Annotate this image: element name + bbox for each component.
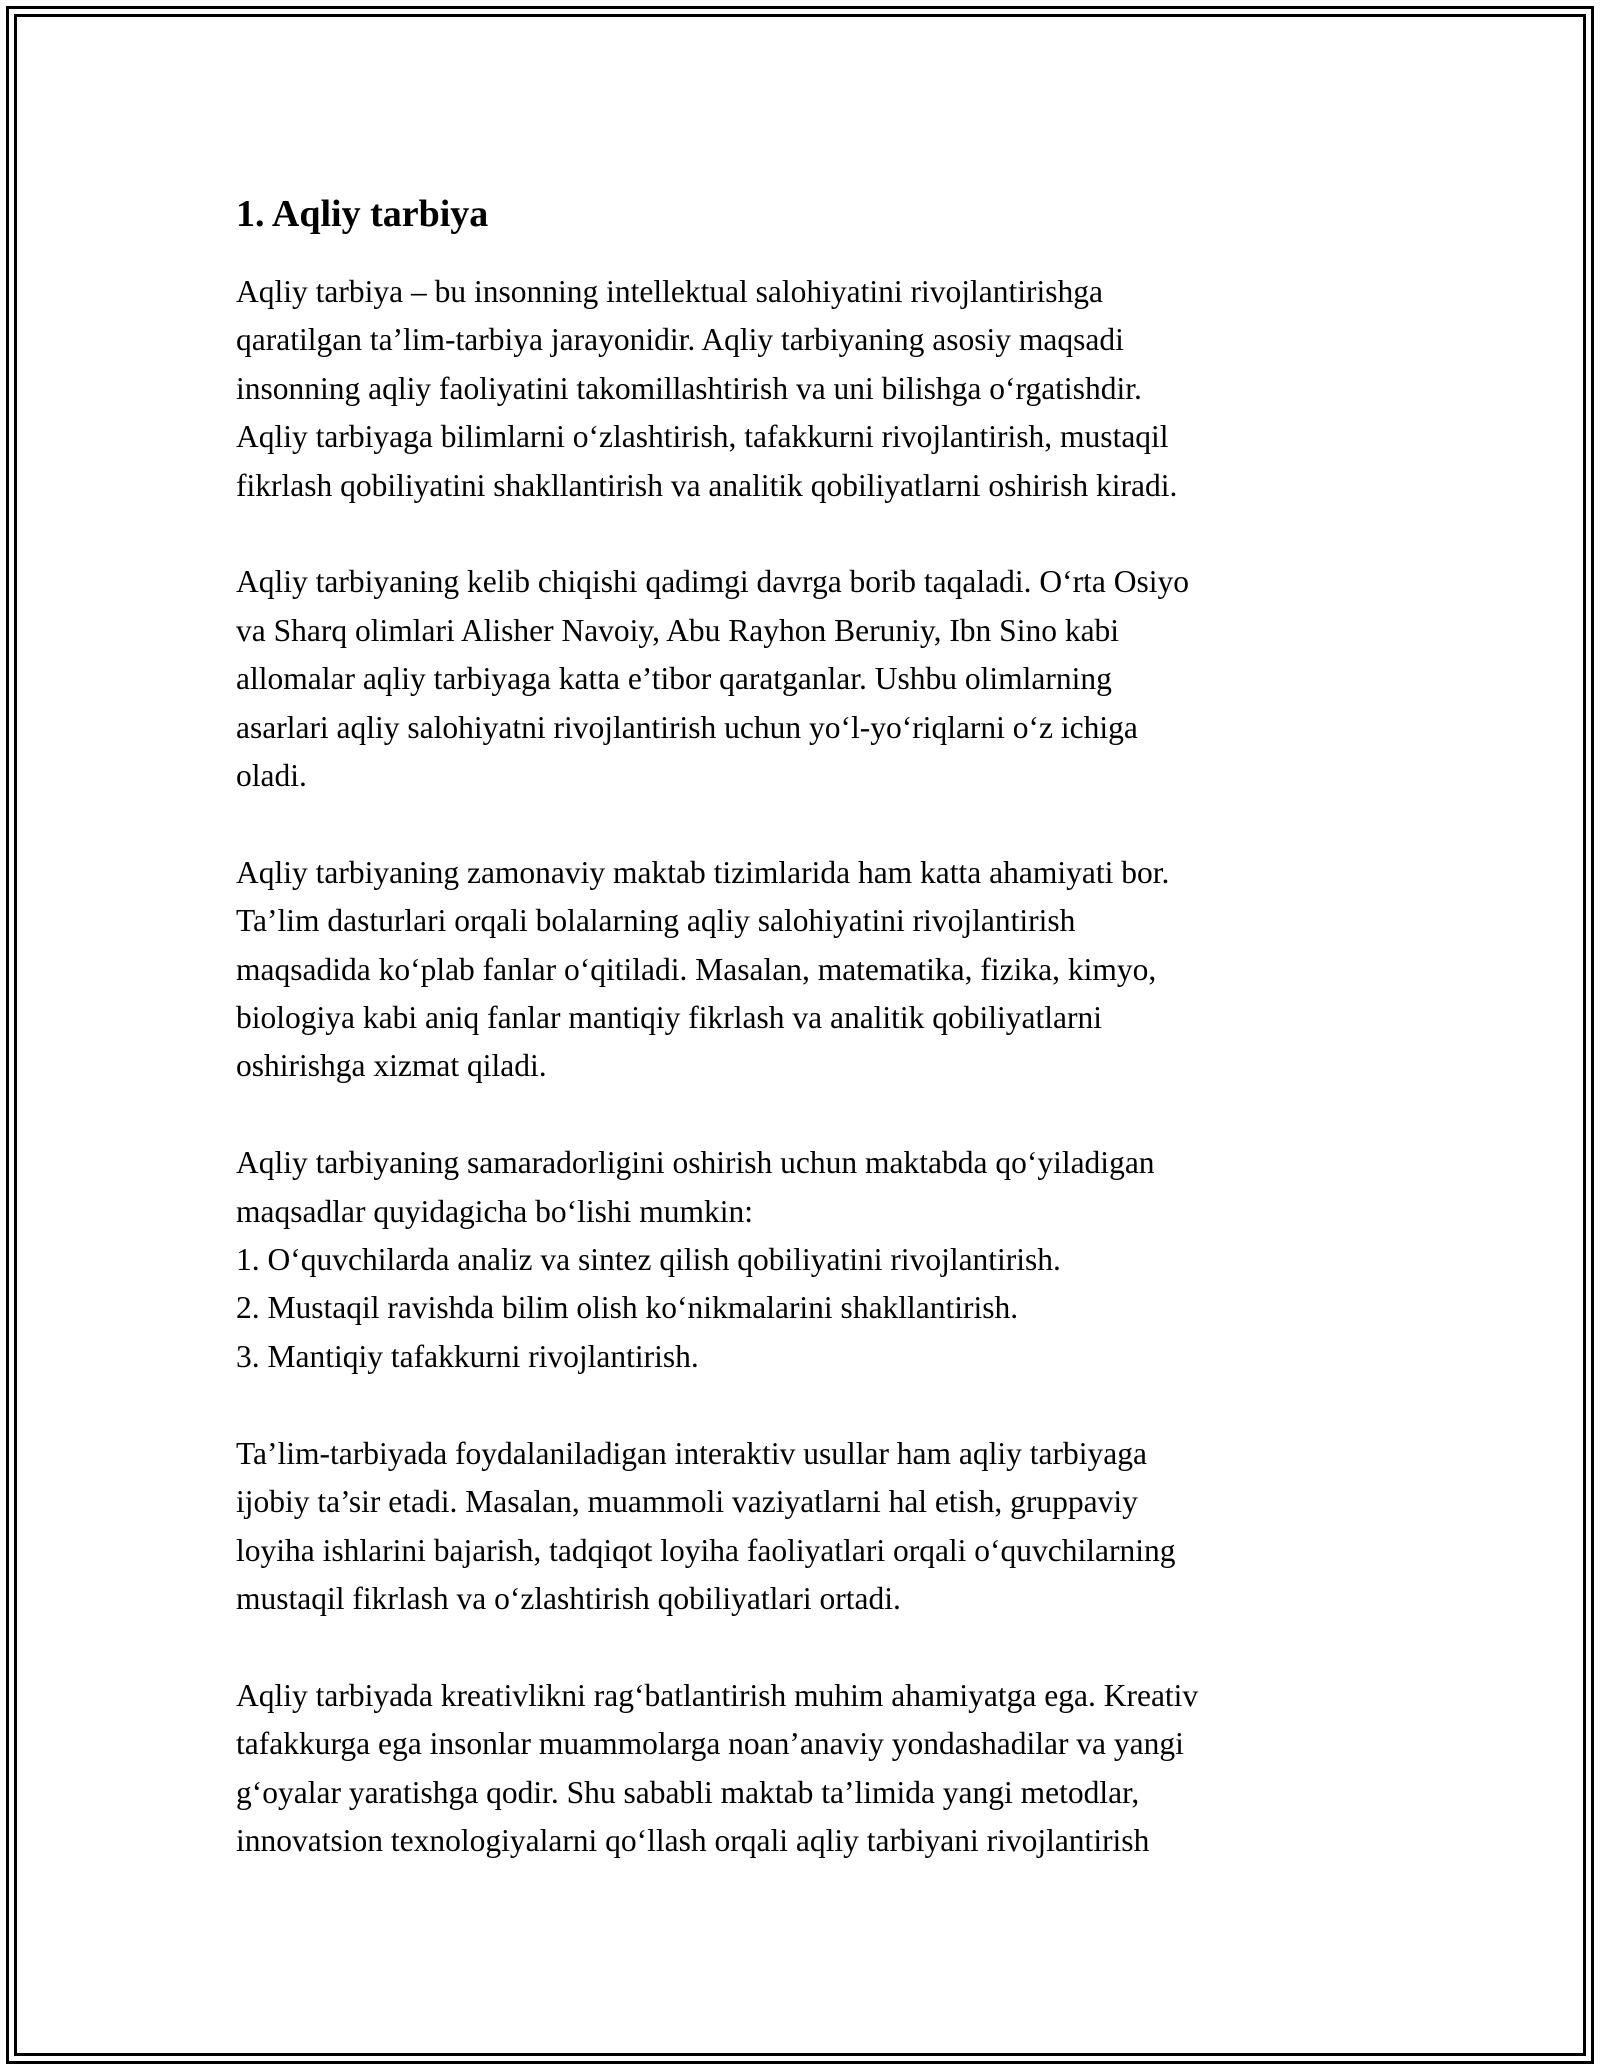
paragraph-line: Aqliy tarbiya – bu insonning intellektual salohiyatini rivojlantirishga [236, 274, 1103, 309]
paragraph-line: Aqliy tarbiyaga bilimlarni o‘zlashtirish, tafakkurni rivojlantirish, mustaqil [236, 419, 1169, 455]
section-heading: 1. Aqliy tarbiya [236, 193, 489, 235]
paragraph-line: 1. O‘quvchilarda analiz va sintez qilish qobiliyatini rivojlantirish. [236, 1242, 1061, 1278]
paragraph-line: Aqliy tarbiyaning samaradorligini oshirish uchun maktabda qo‘yiladigan [236, 1145, 1155, 1181]
paragraph [236, 268, 1376, 510]
paragraph-line: asarlari aqliy salohiyatni rivojlantirish uchun yo‘l-yo‘riqlarni o‘z ichiga [236, 709, 1138, 745]
paragraph-line: Ta’lim dasturlari orqali bolalarning aqliy salohiyatini rivojlantirish [236, 903, 1076, 939]
paragraph-line: Ta’lim-tarbiyada foydalaniladigan interaktiv usullar ham aqliy tarbiyaga [236, 1435, 1147, 1471]
paragraph-line: tafakkurga ega insonlar muammolarga noan’anaviy yondashadilar va yangi [236, 1726, 1184, 1762]
paragraph-line: loyiha ishlarini bajarish, tadqiqot loyiha faoliyatlari orqali o‘quvchilarning [236, 1532, 1176, 1568]
paragraph-line: maqsadida ko‘plab fanlar o‘qitiladi. Masalan, matematika, fizika, kimyo, [236, 951, 1157, 987]
paragraph-line: biologiya kabi aniq fanlar mantiqiy fikrlash va analitik qobiliyatlarni [236, 1000, 1103, 1036]
paragraph-line: 3. Mantiqiy tafakkurni rivojlantirish. [236, 1338, 699, 1374]
paragraph [236, 849, 1376, 1091]
paragraph-line: qaratilgan ta’lim-tarbiya jarayonidir. Aqliy tarbiyaning asosiy maqsadi [236, 322, 1124, 358]
paragraph-line: Aqliy tarbiyaning zamonaviy maktab tizimlarida ham katta ahamiyati bor. [236, 854, 1170, 890]
paragraph-line: innovatsion texnologiyalarni qo‘llash orqali aqliy tarbiyani rivojlantirish [236, 1822, 1150, 1858]
paragraph [236, 1672, 1376, 1866]
paragraph-line: va Sharq olimlari Alisher Navoiy, Abu Rayhon Beruniy, Ibn Sino kabi [236, 612, 1120, 648]
paragraph-line: insonning aqliy faoliyatini takomillashtirish va uni bilishga o‘rgatishdir. [236, 370, 1142, 406]
paragraph-line: oshirishga xizmat qiladi. [236, 1048, 547, 1084]
paragraph-line: maqsadlar quyidagicha bo‘lishi mumkin: [236, 1193, 754, 1229]
paragraph-line: fikrlash qobiliyatini shakllantirish va analitik qobiliyatlarni oshirish kiradi. [236, 467, 1178, 503]
paragraph-line: ijobiy ta’sir etadi. Masalan, muammoli vaziyatlarni hal etish, gruppaviy [236, 1484, 1138, 1520]
paragraphs-container [236, 268, 1376, 1865]
paragraph-line: oladi. [236, 758, 307, 794]
paragraph-line: mustaqil fikrlash va o‘zlashtirish qobiliyatlari ortadi. [236, 1580, 901, 1616]
paragraph-line: Aqliy tarbiyaning kelib chiqishi qadimgi davrga borib taqaladi. O‘rta Osiyo [236, 564, 1189, 600]
paragraph [236, 1139, 1376, 1381]
paragraph-line: Aqliy tarbiyada kreativlikni rag‘batlantirish muhim ahamiyatga ega. Kreativ [236, 1677, 1199, 1713]
paragraph [236, 558, 1376, 800]
paragraph [236, 1430, 1376, 1624]
paragraph-line: 2. Mustaqil ravishda bilim olish ko‘nikmalarini shakllantirish. [236, 1290, 1019, 1326]
document-body [236, 186, 1376, 1914]
paragraph-line: allomalar aqliy tarbiyaga katta e’tibor qaratganlar. Ushbu olimlarning [236, 661, 1112, 697]
paragraph-line: g‘oyalar yaratishga qodir. Shu sababli maktab ta’limida yangi metodlar, [236, 1774, 1140, 1810]
